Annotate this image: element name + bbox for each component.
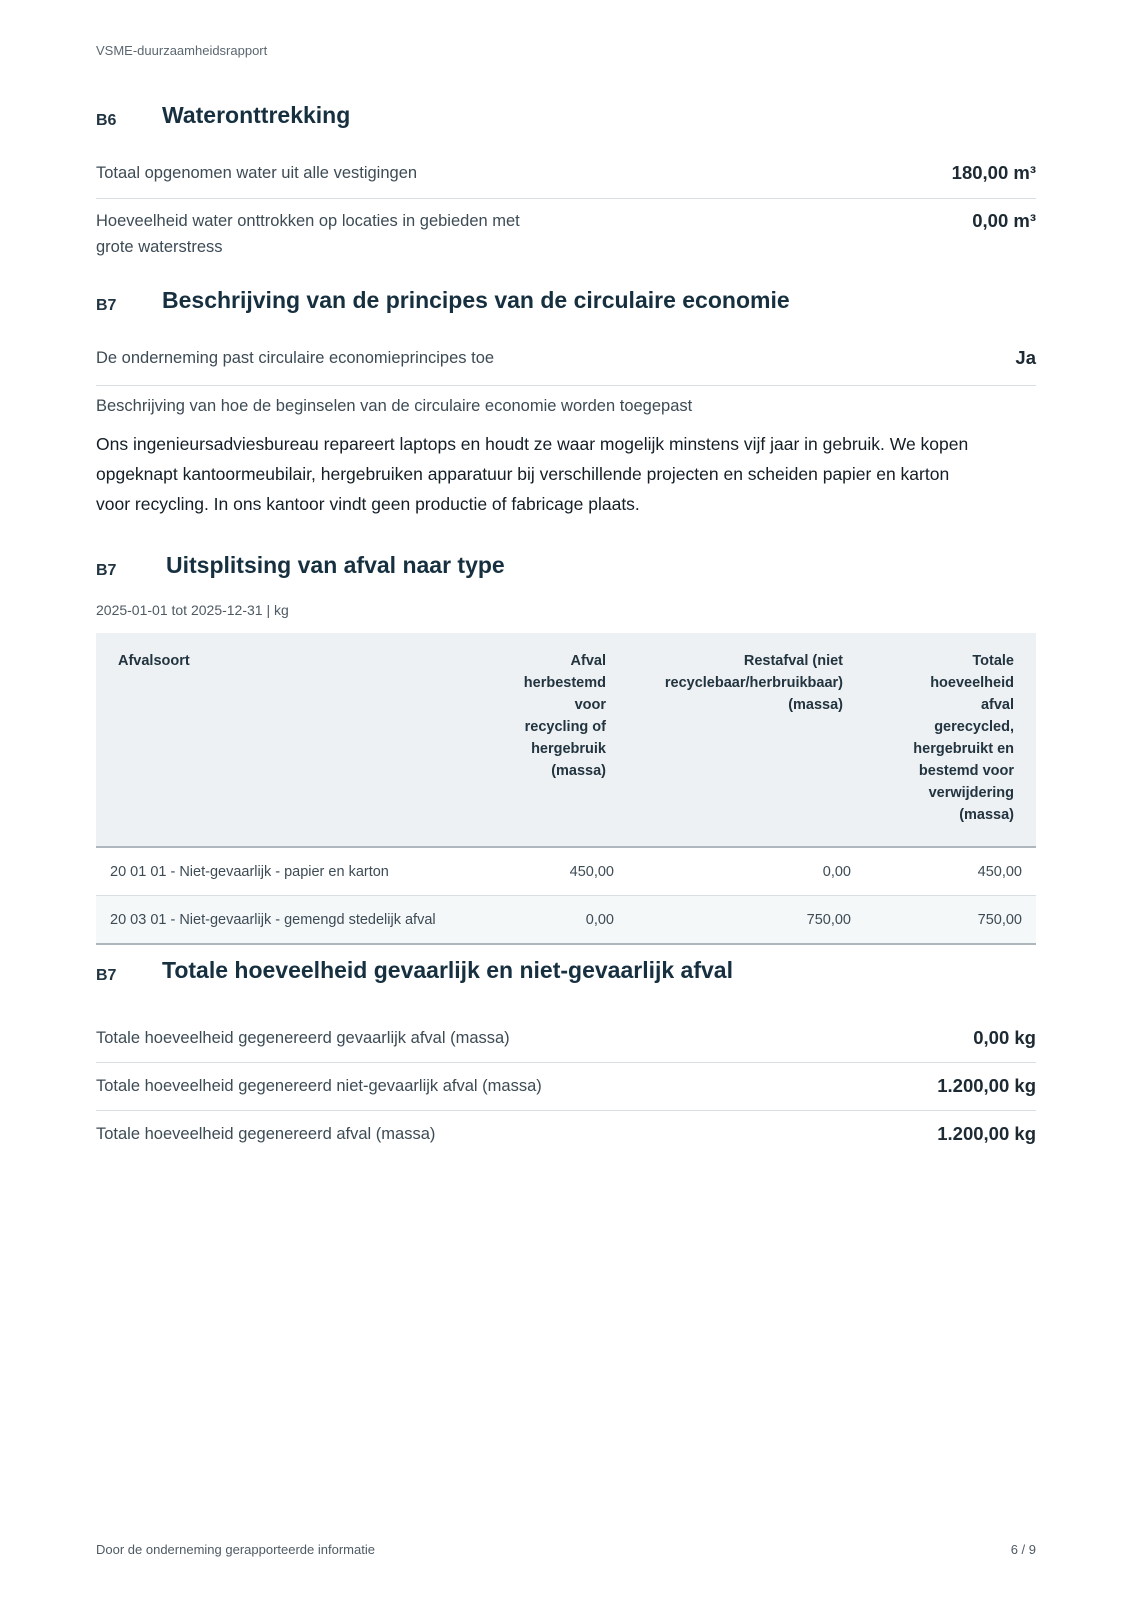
cell-residual: 0,00 <box>822 863 851 880</box>
cell-recycled: 0,00 <box>585 911 614 928</box>
row-value: 0,00 m³ <box>972 210 1036 231</box>
row-label <box>96 208 520 260</box>
row-label-line: grote waterstress <box>96 238 223 256</box>
column-header-line: gerecycled, <box>934 719 1014 735</box>
total-waste-row <box>96 1121 1036 1158</box>
table-row <box>96 847 1036 896</box>
column-header-recycled <box>494 633 628 847</box>
description-line: Ons ingenieursadviesbureau repareert laptops en houdt ze waar mogelijk minstens vijf jaar in gebruik. We kopen <box>96 434 969 454</box>
cell-type: 20 01 01 - Niet-gevaarlijk - papier en karton <box>110 863 389 880</box>
section-code: B7 <box>96 297 117 314</box>
row-label: De onderneming past circulaire economieprincipes toe <box>96 349 495 367</box>
section-code: B7 <box>96 967 117 984</box>
row-value: 1.200,00 kg <box>937 1075 1036 1096</box>
column-header-line: hergebruik <box>531 741 606 757</box>
cell-type: 20 03 01 - Niet-gevaarlijk - gemengd stedelijk afval <box>110 911 436 928</box>
row-value: 0,00 kg <box>973 1027 1036 1048</box>
column-header-line: Totale <box>972 653 1014 669</box>
column-header-line: recyclebaar/herbruikbaar) <box>664 675 843 691</box>
section-title: Totale hoeveelheid gevaarlijk en niet-gevaarlijk afval <box>162 957 733 983</box>
row-label-line: Hoeveelheid water onttrokken op locaties in gebieden met <box>96 212 520 230</box>
table-header-row <box>96 633 1036 847</box>
running-header: VSME-duurzaamheidsrapport <box>96 43 268 58</box>
column-header-line: hoeveelheid <box>930 675 1014 691</box>
row-label: Totaal opgenomen water uit alle vestigingen <box>96 164 418 182</box>
circular-applies-row <box>96 345 1036 386</box>
non-hazardous-waste-row <box>96 1073 1036 1111</box>
reporting-period: 2025-01-01 tot 2025-12-31 | kg <box>96 602 289 618</box>
column-header-line: Afvalsoort <box>118 653 190 669</box>
cell-residual: 750,00 <box>806 911 851 928</box>
page-number: 6 / 9 <box>1010 1542 1036 1557</box>
description-label: Beschrijving van hoe de beginselen van de circulaire economie worden toegepast <box>96 397 693 415</box>
column-header-line: recycling of <box>524 719 606 735</box>
column-header-line: (massa) <box>551 763 606 779</box>
hazardous-waste-row <box>96 1025 1036 1063</box>
water-stress-row <box>96 208 1036 262</box>
column-header-line: (massa) <box>788 697 843 713</box>
column-header-line: Restafval (niet <box>743 653 843 669</box>
row-label: Totale hoeveelheid gegenereerd afval (massa) <box>96 1125 436 1143</box>
cell-total: 750,00 <box>977 911 1022 928</box>
section-heading-b7-circular <box>96 287 1036 321</box>
cell-recycled: 450,00 <box>569 863 614 880</box>
column-header-line: hergebruikt en <box>913 741 1014 757</box>
column-header-line: bestemd voor <box>918 763 1014 779</box>
row-value: Ja <box>1015 347 1036 368</box>
description-line: voor recycling. In ons kantoor vindt geen productie of fabricage plaats. <box>96 494 640 514</box>
description-text <box>96 429 1036 519</box>
section-title: Beschrijving van de principes van de circulaire economie <box>162 287 790 313</box>
water-total-row <box>96 160 1036 199</box>
section-code: B6 <box>96 112 117 129</box>
column-header-line: Afval <box>570 653 606 669</box>
cell-total: 450,00 <box>977 863 1022 880</box>
row-value: 1.200,00 kg <box>937 1123 1036 1144</box>
column-header-residual <box>628 633 865 847</box>
section-code: B7 <box>96 562 117 579</box>
column-header-line: afval <box>980 697 1014 713</box>
column-header-type <box>96 633 494 847</box>
section-title: Wateronttrekking <box>162 102 351 128</box>
section-title: Uitsplitsing van afval naar type <box>166 552 505 578</box>
column-header-total <box>865 633 1036 847</box>
column-header-line: (massa) <box>959 807 1014 823</box>
section-heading-b6 <box>96 102 1036 136</box>
waste-table <box>96 633 1036 945</box>
column-header-line: verwijdering <box>928 785 1014 801</box>
description-line: opgeknapt kantoormeubilair, hergebruiken apparatuur bij verschillende projecten en scheiden papier en karton <box>96 464 950 484</box>
column-header-line: voor <box>574 697 606 713</box>
footer-note: Door de onderneming gerapporteerde informatie <box>96 1542 375 1557</box>
section-heading-b7-totals <box>96 957 1036 991</box>
row-label: Totale hoeveelheid gegenereerd gevaarlijk afval (massa) <box>96 1029 510 1047</box>
column-header-line: herbestemd <box>523 675 606 691</box>
row-value: 180,00 m³ <box>951 162 1036 183</box>
table-row <box>96 896 1036 945</box>
row-label: Totale hoeveelheid gegenereerd niet-gevaarlijk afval (massa) <box>96 1077 542 1095</box>
section-heading-b7-waste <box>96 552 1036 586</box>
